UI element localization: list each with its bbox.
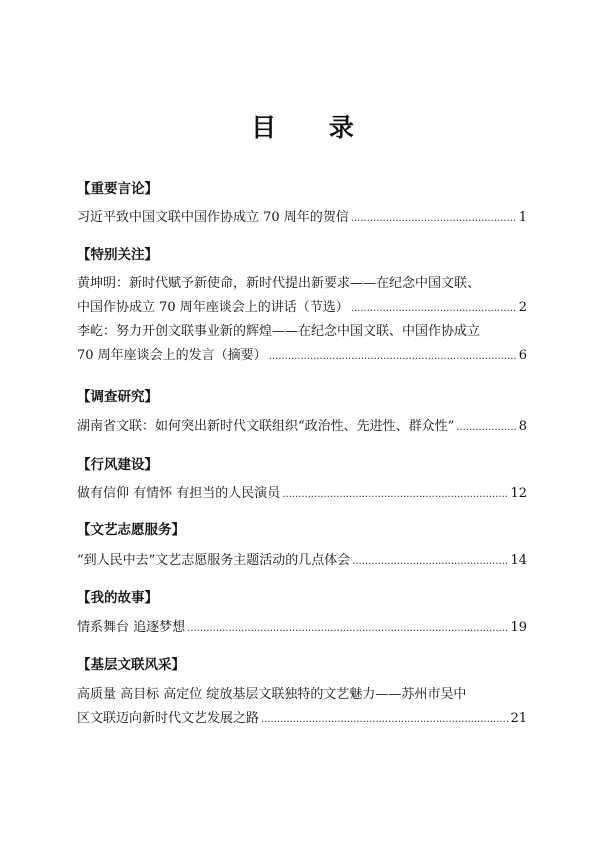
toc-page-number: 21 xyxy=(510,711,527,726)
toc-entry-title: 黄坤明：新时代赋予新使命，新时代提出新要求——在纪念中国文联、 xyxy=(77,276,481,291)
toc-page-number: 2 xyxy=(518,300,527,315)
toc-entry[interactable] xyxy=(77,683,527,731)
toc-page-number: 8 xyxy=(518,419,527,434)
section-heading: 【特别关注】 xyxy=(77,247,158,263)
toc-entry-title: 湖南省文联：如何突出新时代文联组织“政治性、先进性、群众性” xyxy=(77,419,455,434)
leader-dots xyxy=(282,482,508,506)
toc-entry-title-cont: 中国作协成立 70 周年座谈会上的讲话（节选） xyxy=(77,300,349,315)
toc-entry-title: 李屹：努力开创文联事业新的辉煌——在纪念中国文联、中国作协成立 xyxy=(77,324,481,339)
toc-page-number: 14 xyxy=(510,553,527,568)
toc-page-number: 12 xyxy=(510,486,527,501)
toc-entry-line xyxy=(77,296,527,320)
toc-page-number: 6 xyxy=(518,348,527,363)
toc-entry-title: 习近平致中国文联中国作协成立 70 周年的贺信 xyxy=(77,210,349,225)
toc-entry[interactable] xyxy=(77,272,527,320)
toc-entry-line xyxy=(77,683,527,707)
toc-entry[interactable] xyxy=(77,482,527,506)
toc-entry-line xyxy=(77,482,527,506)
leader-dots xyxy=(187,616,508,640)
leader-dots xyxy=(269,344,517,368)
leader-dots xyxy=(456,415,516,439)
toc-entry-line xyxy=(77,549,527,573)
toc-entry-title: 情系舞台 追逐梦想 xyxy=(77,620,186,635)
toc-entry-title-cont: 70 周年座谈会上的发言（摘要） xyxy=(77,348,267,363)
leader-dots xyxy=(261,707,508,731)
page-title: 目 录 xyxy=(251,113,376,142)
toc-entry-line xyxy=(77,616,527,640)
toc-entry-title: 做有信仰 有情怀 有担当的人民演员 xyxy=(77,486,281,501)
toc-entry[interactable] xyxy=(77,415,527,439)
toc-entry-line xyxy=(77,707,527,731)
section-heading: 【调查研究】 xyxy=(77,389,158,405)
leader-dots xyxy=(351,206,517,230)
toc-entry-title-cont: 区文联迈向新时代文艺发展之路 xyxy=(77,711,260,726)
toc-page-number: 19 xyxy=(510,620,527,635)
toc-entry[interactable] xyxy=(77,549,527,573)
toc-entry-line xyxy=(77,344,527,368)
leader-dots xyxy=(351,296,517,320)
toc-entry[interactable] xyxy=(77,320,527,368)
toc-entry-line xyxy=(77,320,527,344)
toc-entry[interactable] xyxy=(77,616,527,640)
toc-entry-title: “到人民中去”文艺志愿服务主题活动的几点体会 xyxy=(77,553,351,568)
section-heading: 【行风建设】 xyxy=(77,457,158,473)
toc-entry-line xyxy=(77,272,527,296)
toc-entry-line xyxy=(77,415,527,439)
section-heading: 【重要言论】 xyxy=(77,181,158,197)
toc-entry[interactable] xyxy=(77,206,527,230)
section-heading: 【我的故事】 xyxy=(77,590,158,606)
toc-page-number: 1 xyxy=(518,210,527,225)
leader-dots xyxy=(352,549,508,573)
toc-entry-title: 高质量 高目标 高定位 绽放基层文联独特的文艺魅力——苏州市吴中 xyxy=(77,687,467,702)
toc-entry-line xyxy=(77,206,527,230)
section-heading: 【基层文联风采】 xyxy=(77,657,185,673)
section-heading: 【文艺志愿服务】 xyxy=(77,522,185,538)
